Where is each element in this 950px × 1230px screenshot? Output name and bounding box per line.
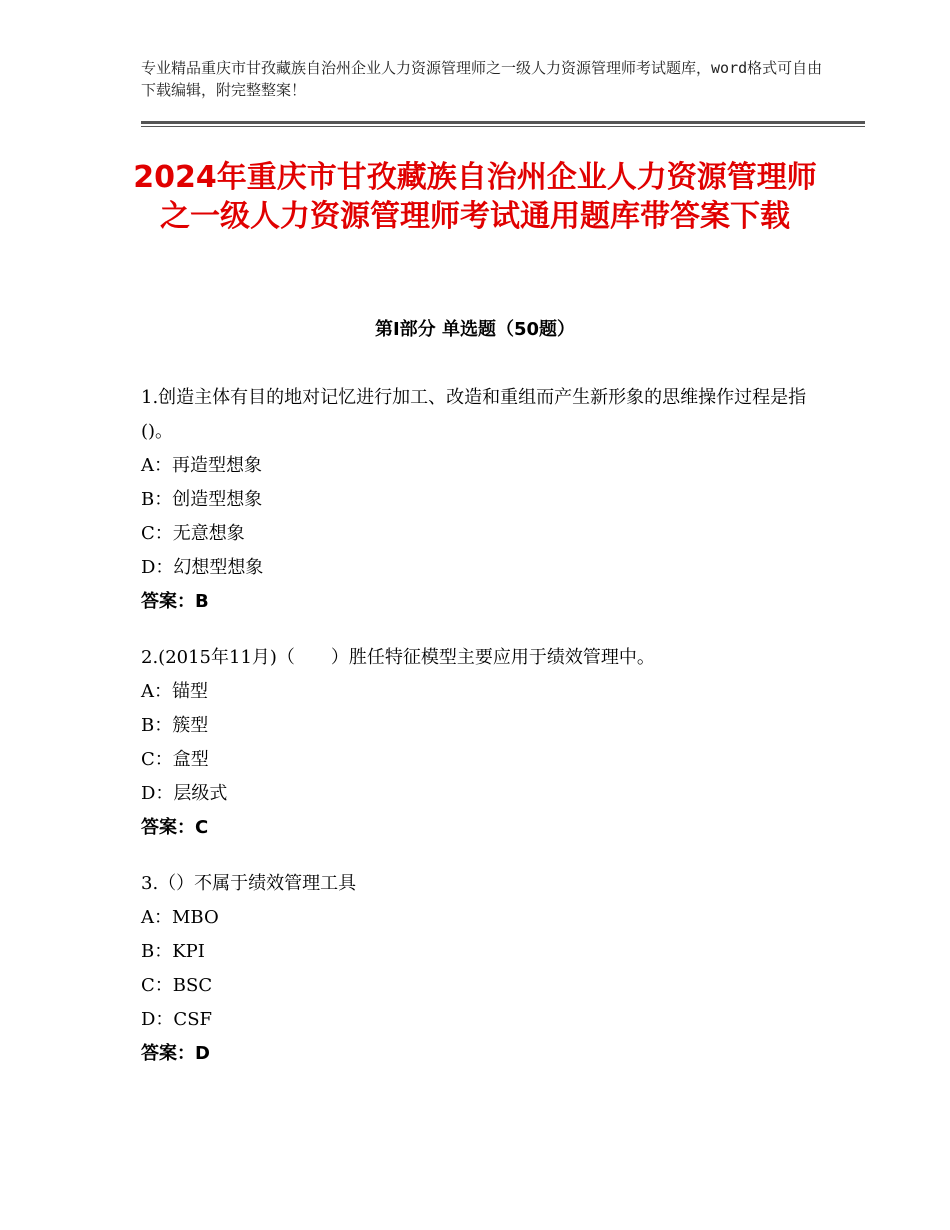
header-divider-thick [141,121,865,124]
question-stem: 2.(2015年11月)（ ）胜任特征模型主要应用于绩效管理中。 [141,647,655,668]
option-a: A：锚型 [141,681,208,702]
option-c: C：盒型 [141,749,209,770]
answer-line: 答案：C [141,817,209,838]
question-item [141,867,821,1071]
option-d: D：CSF [141,1009,213,1030]
option-c: C：无意想象 [141,523,245,544]
option-a: A：再造型想象 [141,455,262,476]
question-stem: 1.创造主体有目的地对记忆进行加工、改造和重组而产生新形象的思维操作过程是指()。 [141,387,807,442]
option-d: D：层级式 [141,783,228,804]
answer-line: 答案：B [141,591,209,612]
question-stem: 3.（）不属于绩效管理工具 [141,873,357,894]
answer-line: 答案：D [141,1043,210,1064]
header-divider-thin [141,126,865,127]
option-a: A：MBO [141,907,219,928]
question-item [141,381,821,619]
question-list [141,381,821,1093]
header-note: 专业精品重庆市甘孜藏族自治州企业人力资源管理师之一级人力资源管理师考试题库，word格式可自由下载编辑，附完整整案！ [141,59,823,99]
option-d: D：幻想型想象 [141,557,264,578]
option-c: C：BSC [141,975,213,996]
option-b: B：创造型想象 [141,489,263,510]
option-b: B：簇型 [141,715,209,736]
option-b: B：KPI [141,941,205,962]
question-item [141,641,821,845]
section-title: 第Ⅰ部分 单选题（50题） [374,319,575,340]
document-title: 2024年重庆市甘孜藏族自治州企业人力资源管理师之一级人力资源管理师考试通用题库带答案下载 [133,160,817,234]
